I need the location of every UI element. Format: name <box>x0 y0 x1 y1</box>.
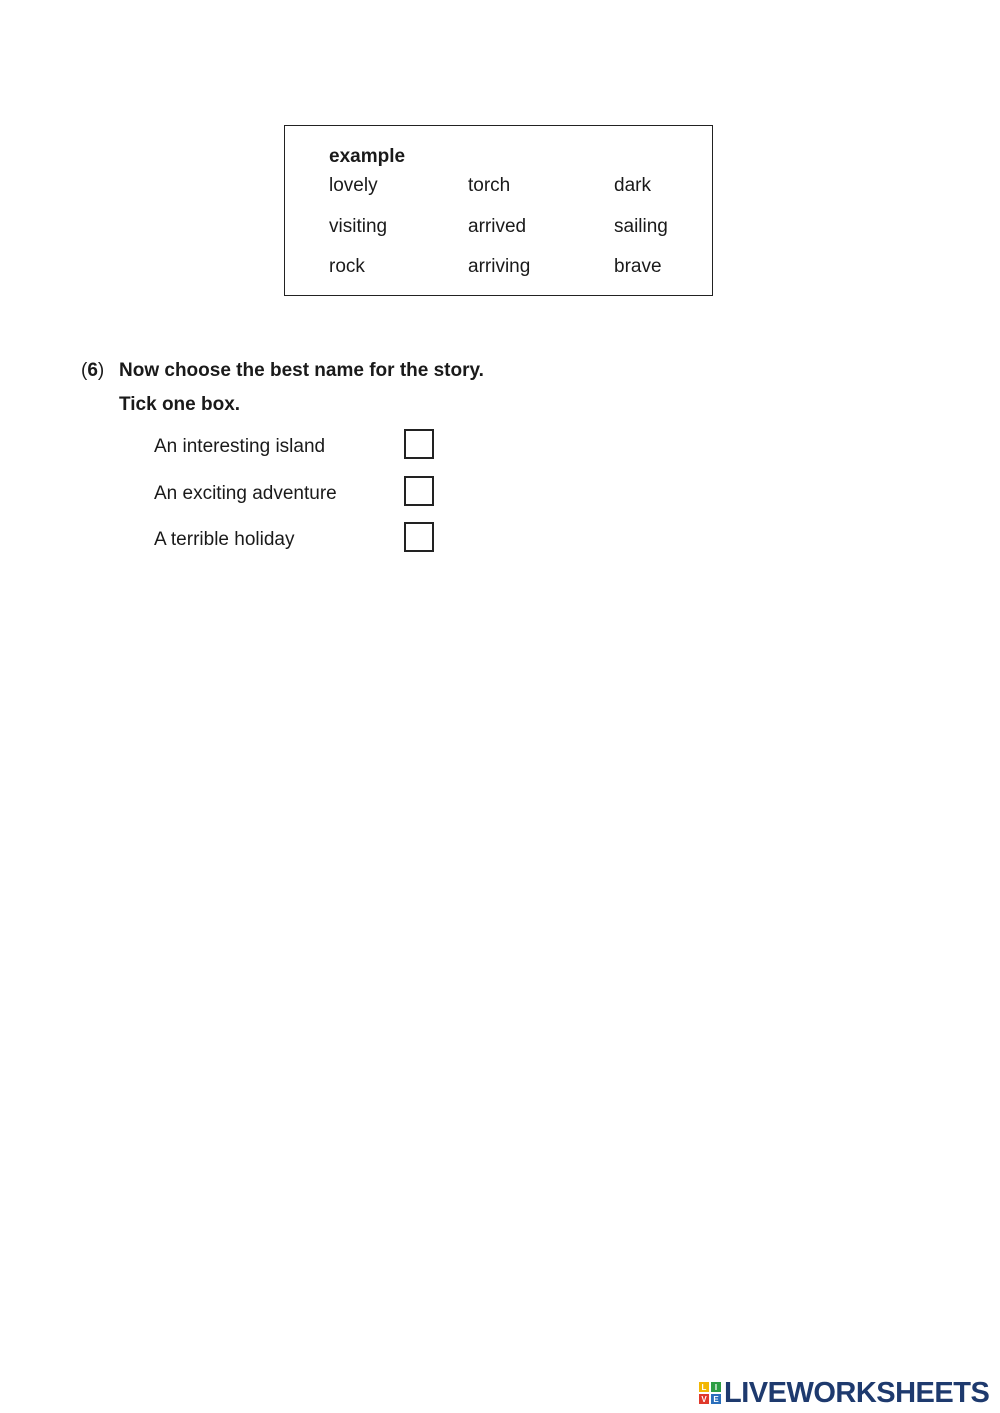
option-label-interesting-island: An interesting island <box>154 436 326 457</box>
tick-box-exciting-adventure[interactable] <box>404 476 434 506</box>
word-dark: dark <box>614 175 651 196</box>
tick-box-terrible-holiday[interactable] <box>404 522 434 552</box>
word-arriving: arriving <box>468 256 531 277</box>
word-sailing: sailing <box>614 216 668 237</box>
option-label-terrible-holiday: A terrible holiday <box>154 529 295 550</box>
word-torch: torch <box>468 175 511 196</box>
word-visiting: visiting <box>329 216 388 237</box>
question-instruction: Tick one box. <box>119 394 241 415</box>
option-label-exciting-adventure: An exciting adventure <box>154 483 337 504</box>
word-box <box>284 125 713 296</box>
word-rock: rock <box>329 256 365 277</box>
tick-box-interesting-island[interactable] <box>404 429 434 459</box>
word-box-heading: example <box>329 146 406 167</box>
liveworksheets-logo <box>698 1378 989 1408</box>
question-number: (6) <box>81 360 105 381</box>
logo-text: LIVEWORKSHEETS <box>724 1376 990 1409</box>
word-lovely: lovely <box>329 175 378 196</box>
word-brave: brave <box>614 256 662 277</box>
liveworksheets-logo-icon: L I V E <box>698 1381 722 1405</box>
word-arrived: arrived <box>468 216 527 237</box>
question-prompt: Now choose the best name for the story. <box>119 360 484 381</box>
